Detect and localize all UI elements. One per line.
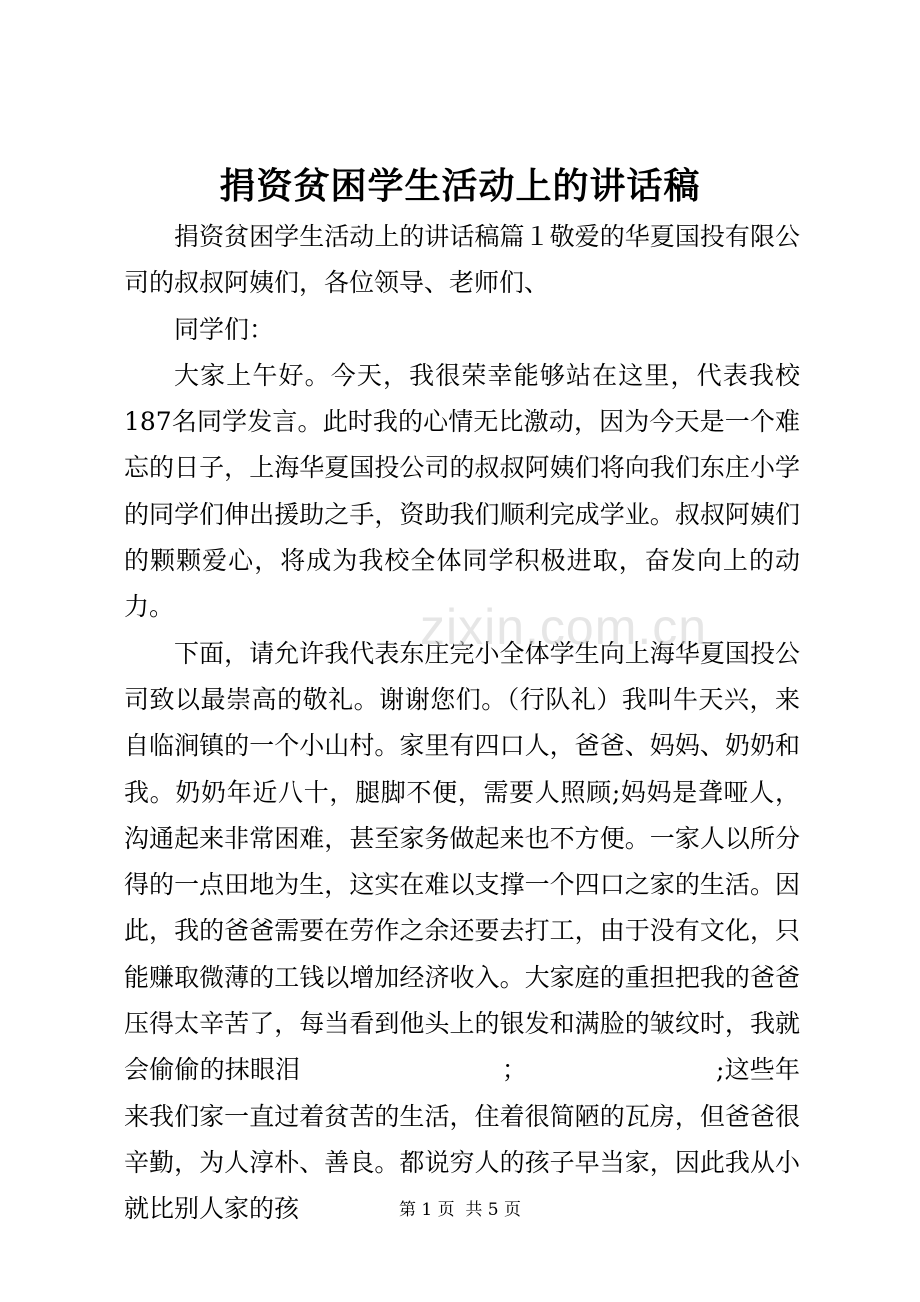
paragraph-1: 捐资贫困学生活动上的讲话稿篇１敬爱的华夏国投有限公司的叔叔阿姨们，各位领导、老师们、	[124, 222, 800, 298]
page-total: 共 5 页	[465, 1200, 522, 1220]
paragraph-3: 大家上午好。今天，我很荣幸能够站在这里，代表我校187名同学发言。此时我的心情无比激动，因为今天是一个难忘的日子，上海华夏国投公司的叔叔阿姨们将向我们东庄小学的同学们伸出援助之手，资助我们顺利完成学业。叔叔阿姨们的颗颗爱心，将成为我校全体同学积极进取，奋发向上的动力。	[124, 360, 800, 622]
document-title: 捐资贫困学生活动上的讲话稿	[219, 165, 701, 207]
page-footer	[0, 1198, 920, 1222]
site-watermark: zixin.com.cn	[420, 599, 708, 655]
document-body	[124, 214, 800, 1233]
paragraph-2: 同学们：	[174, 314, 275, 344]
page-number: 第 1 页	[398, 1200, 455, 1220]
paragraph-4: 下面，请允许我代表东庄完小全体学生向上海华夏国投公司致以最崇高的敬礼。谢谢您们。（行队礼）我叫牛天兴，来自临涧镇的一个小山村。家里有四口人，爸爸、妈妈、奶奶和我。奶奶年近八十，腿脚不便，需要人照顾;妈妈是聋哑人，沟通起来非常困难，甚至家务做起来也不方便。一家人以所分得的一点田地为生，这实在难以支撑一个四口之家的生活。因此，我的爸爸需要在劳作之余还要去打工，由于没有文化，只能赚取微薄的工钱以增加经济收入。大家庭的重担把我的爸爸压得太辛苦了，每当看到他头上的银发和满脸的皱纹时，我就会偷偷的抹眼泪 ； ;这些年来我们家一直过着贫苦的生活，住着很简陋的瓦房，但爸爸很辛勤，为人淳朴、善良。都说穷人的孩子早当家，因此我从小就比别人家的孩	[124, 638, 800, 1224]
